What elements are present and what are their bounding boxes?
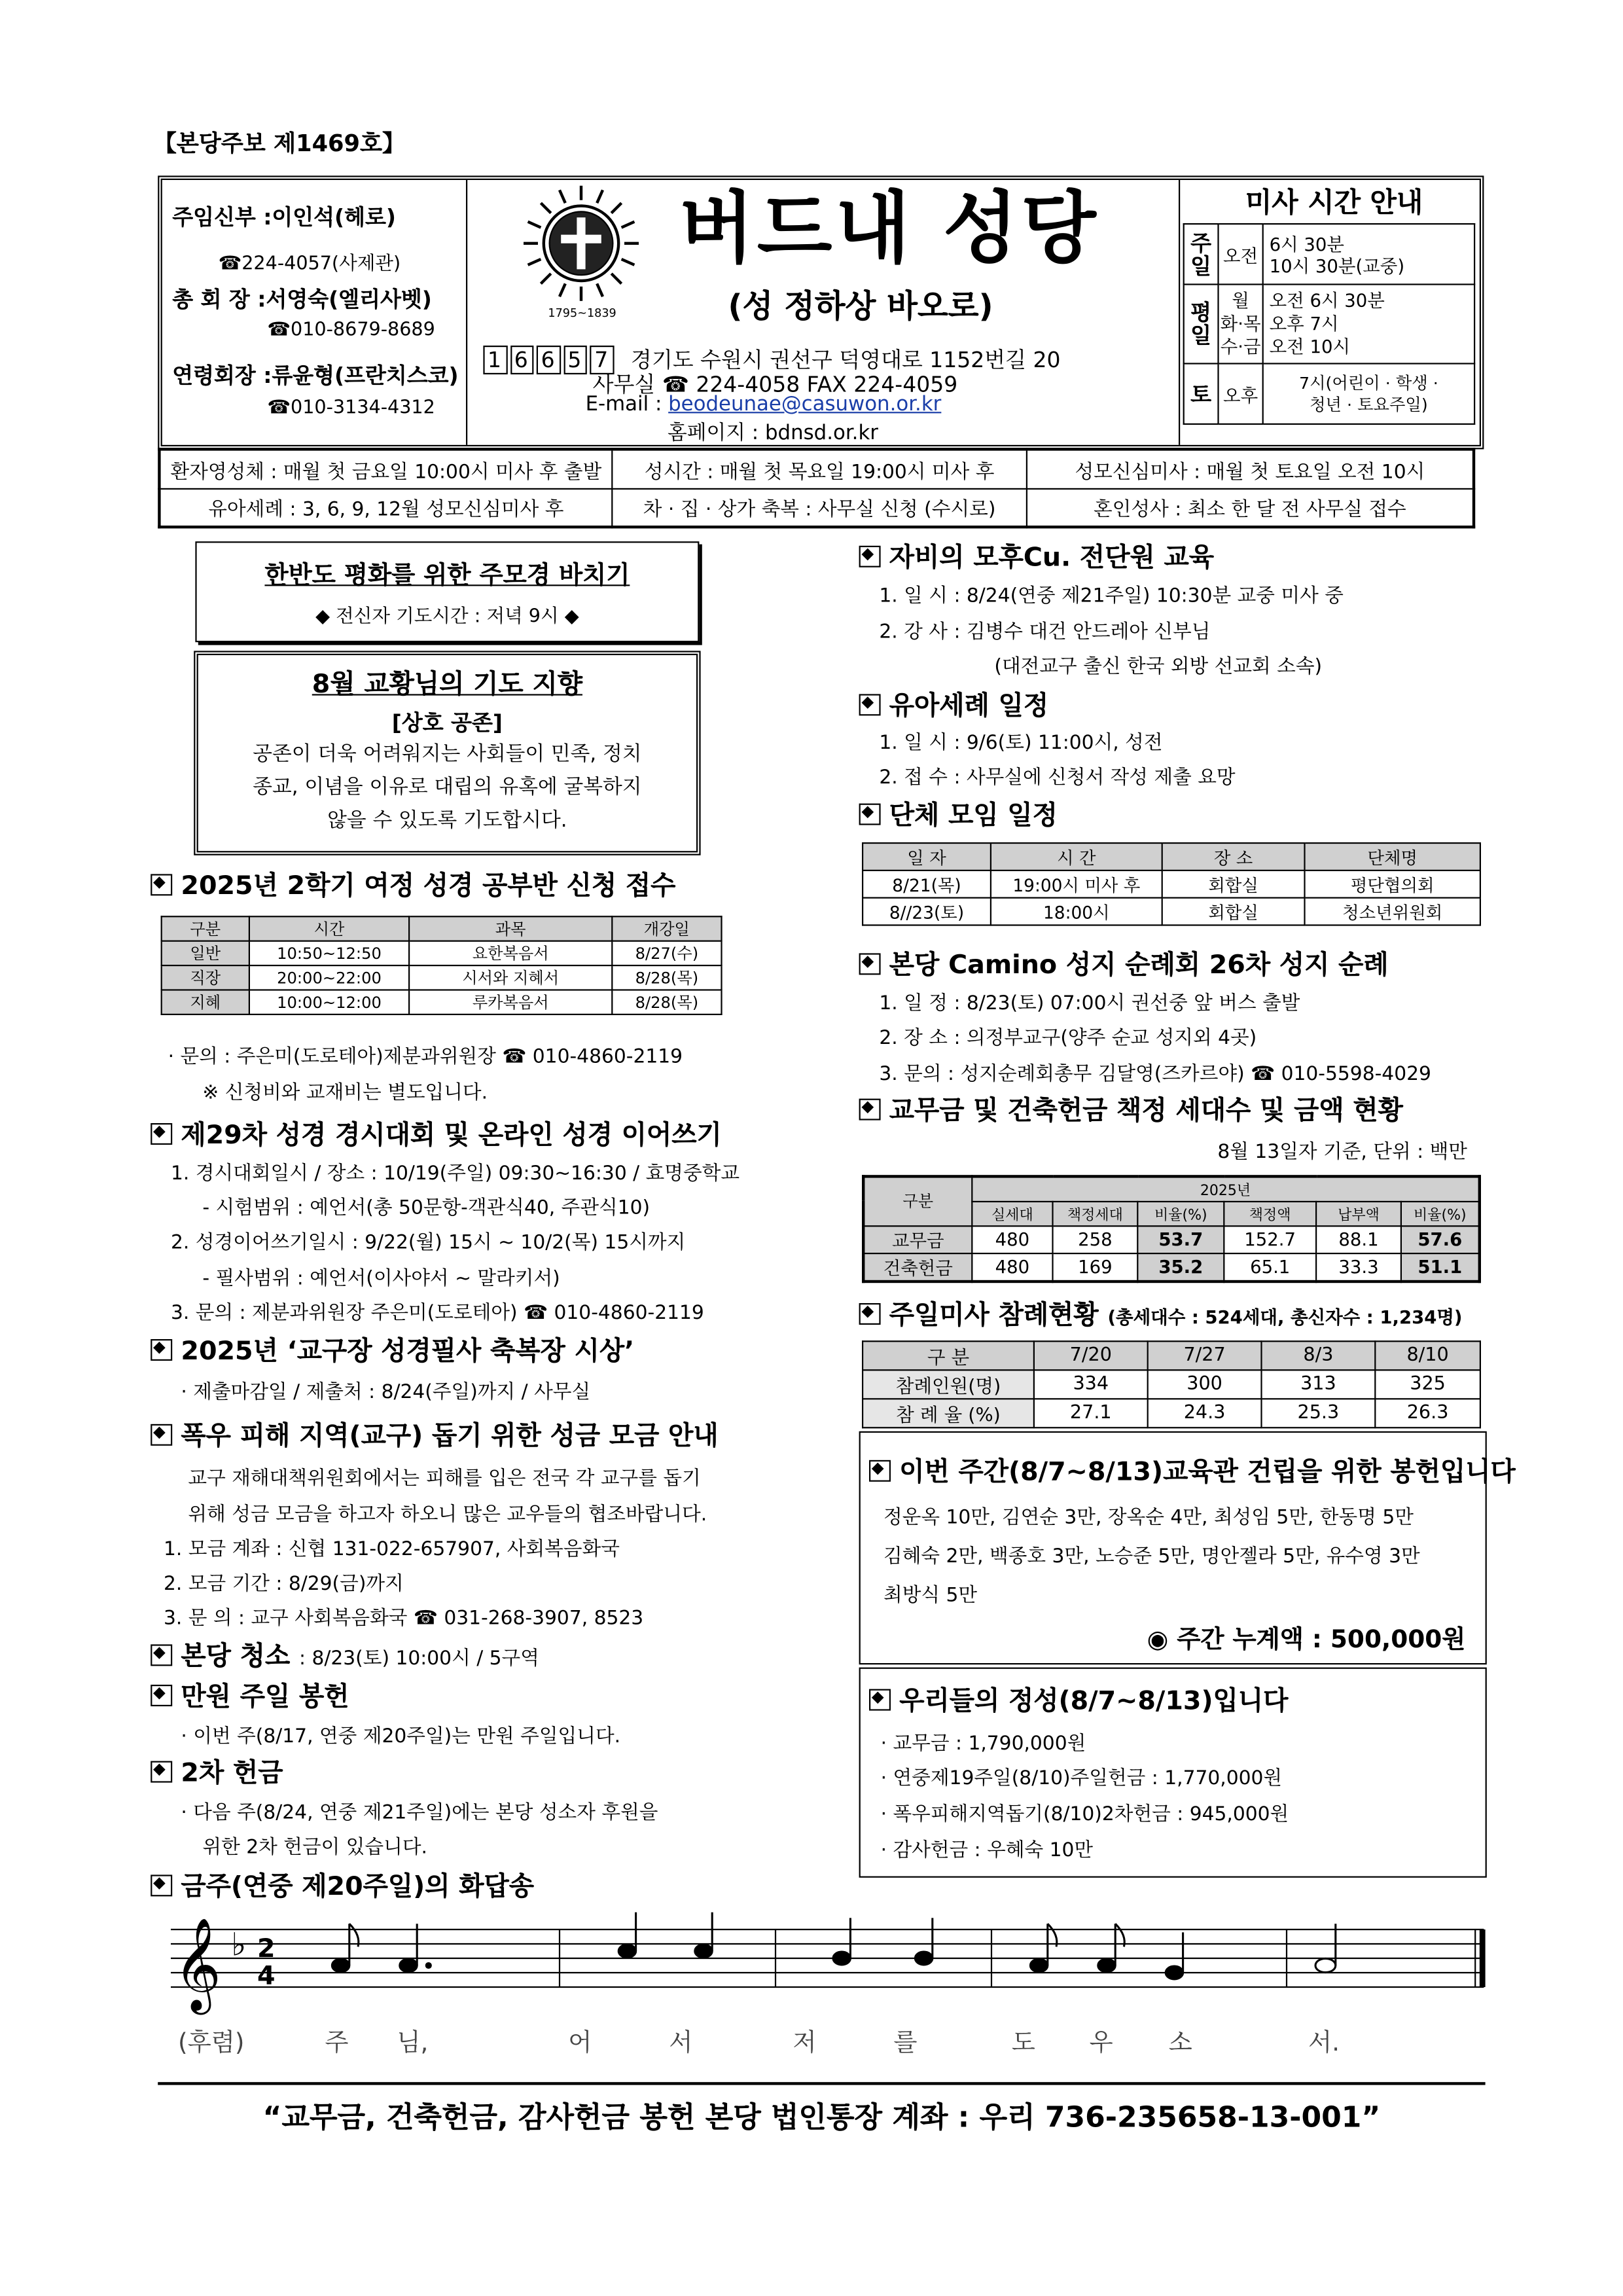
- camino-line: 2. 장 소 : 의정부교구(양주 순교 성지외 4곳): [879, 1026, 1257, 1050]
- offering-line: · 감사헌금 : 우혜숙 10만: [880, 1839, 1094, 1862]
- baptism-line: 2. 접 수 : 사무실에 신청서 작성 제출 요망: [879, 766, 1236, 789]
- edu-line: 정운옥 10만, 김연순 3만, 장옥순 4만, 최성임 5만, 한동명 5만: [883, 1506, 1414, 1530]
- offering-line: · 폭우피해지역돕기(8/10)2차헌금 : 945,000원: [880, 1803, 1289, 1826]
- footer-account: “교무금, 건축헌금, 감사헌금 봉헌 본당 법인통장 계좌 : 우리 736-235658-13-001”: [262, 2099, 1381, 2134]
- association-tel: ☎010-3134-4312: [267, 397, 435, 420]
- cu-heading: 자비의 모후Cu. 전단원 교육: [859, 537, 1214, 575]
- cu-line: 2. 강 사 : 김병수 대건 안드레아 신부님: [879, 620, 1211, 644]
- rosary-title: 한반도 평화를 위한 주모경 바치기: [264, 562, 630, 590]
- dues-heading: 교무금 및 건축헌금 책정 세대수 및 금액 현황: [859, 1090, 1403, 1127]
- flood-heading: 폭우 피해 지역(교구) 돕기 위한 성금 모금 안내: [151, 1416, 718, 1453]
- rosary-sub: ◆ 전신자 기도시간 : 저녁 9시 ◆: [315, 606, 579, 628]
- church-logo: [516, 185, 646, 302]
- pastor-info: 주임신부 :이인석(헤로): [172, 204, 396, 230]
- checkbox-icon: [151, 1424, 172, 1446]
- pope-title: 8월 교황님의 기도 지향: [312, 670, 582, 700]
- offering-line: · 교무금 : 1,790,000원: [880, 1732, 1086, 1755]
- psalm-music-staff: [156, 1912, 1495, 2028]
- flood-line: 교구 재해대책위원회에서는 피해를 입은 전국 각 교구를 돕기: [188, 1467, 701, 1490]
- logo-years: 1795~1839: [548, 306, 616, 320]
- attendance-table: 구 분 7/20 7/27 8/3 8/10 참례인원(명) 334 300 313 325 참 례 율 (%) 27.1 24.3 25.3 26.3: [862, 1340, 1481, 1428]
- svg-text:2: 2: [257, 1933, 276, 1964]
- checkbox-icon: [869, 1689, 891, 1711]
- camino-line: 1. 일 정 : 8/23(토) 07:00시 권선중 앞 버스 출발: [879, 992, 1300, 1015]
- saturday-label: 토: [1184, 364, 1219, 424]
- contest-line: 2. 성경이어쓰기일시 : 9/22(월) 15시 ~ 10/2(목) 15시까지: [171, 1231, 686, 1255]
- edu-total: ◉ 주간 누계액 : 500,000원: [1147, 1625, 1466, 1655]
- bible-study-table: 구분 시간 과목 개강일 일반 10:50~12:50 요한복음서 8/27(수) 직장 20:00~22:00 시서와 지혜서 8/28(목) 지혜 10:00~12:00 루카복음서 8/28(목): [161, 916, 722, 1015]
- church-name: 버드내 성당: [679, 183, 1099, 274]
- flood-line: 3. 문 의 : 교구 사회복음화국 ☎ 031-268-3907, 8523: [164, 1607, 644, 1630]
- offering-line: · 연중제19주일(8/10)주일헌금 : 1,770,000원: [880, 1767, 1283, 1790]
- dues-note: 8월 13일자 기준, 단위 : 백만: [1217, 1140, 1467, 1164]
- checkbox-icon: [151, 1123, 172, 1145]
- info-table: 환자영성체 : 매월 첫 금요일 10:00시 미사 후 출발 성시간 : 매월 첫 목요일 19:00시 미사 후 성모신심미사 : 매월 첫 토요일 오전 10시 유아세례 : 3, 6, 9, 12월 성모신심미사 후 차 · 집 · 상가 축복 : 사무실 신청 (수시로) 혼인성사 : 최소 한 달 전 사무실 접수: [158, 448, 1475, 528]
- treble-clef-icon: 𝄞: [173, 1917, 222, 2011]
- manwon-line: · 이번 주(8/17, 연중 제20주일)는 만원 주일입니다.: [181, 1725, 621, 1748]
- checkbox-icon: [859, 546, 881, 567]
- checkbox-icon: [151, 1644, 172, 1666]
- president-tel: ☎010-8679-8689: [267, 319, 435, 342]
- checkbox-icon: [859, 953, 881, 975]
- contest-line: 3. 문의 : 제분과위원장 주은미(도로테아) ☎ 010-4860-2119: [171, 1301, 704, 1325]
- award-line: · 제출마감일 / 제출처 : 8/24(주일)까지 / 사무실: [181, 1380, 591, 1404]
- sunday-label: 주일: [1184, 224, 1219, 284]
- flood-line: 1. 모금 계좌 : 신협 131-022-657907, 사회복음화국: [164, 1537, 620, 1561]
- mass-title: 미사 시간 안내: [1245, 187, 1423, 219]
- cu-line: 1. 일 시 : 8/24(연중 제21주일) 10:30분 교중 미사 중: [879, 584, 1344, 608]
- contest-line: - 필사범위 : 예언서(이사야서 ~ 말라키서): [202, 1267, 560, 1291]
- edu-line: 최방식 5만: [883, 1584, 978, 1607]
- patron-saint: (성 정하상 바오로): [728, 289, 993, 326]
- second-collection-line: 위한 2차 헌금이 있습니다.: [202, 1836, 427, 1859]
- checkbox-icon: [151, 1685, 172, 1706]
- cleaning-heading: 본당 청소 : 8/23(토) 10:00시 / 5구역: [151, 1636, 539, 1673]
- mass-times-table: 주일 오전 6시 30분 10시 30분(교중) 평일 월 화·목 수·금 오전 6시 30분 오후 7시 오전 10시 토 오후 7시(어린이 · 학생 · 청년 · 토요주일): [1183, 223, 1476, 425]
- bible-study-heading: 2025년 2학기 여정 성경 공부반 신청 접수: [151, 865, 675, 903]
- pope-sub: [상호 공존]: [391, 709, 503, 736]
- address: 1 6 6 5 7 경기도 수원시 권선구 덕영대로 1152번길 20: [483, 344, 1060, 374]
- baptism-line: 1. 일 시 : 9/6(토) 11:00시, 성전: [879, 731, 1163, 755]
- bible-note: ※ 신청비와 교재비는 별도입니다.: [202, 1081, 488, 1105]
- checkbox-icon: [869, 1460, 891, 1482]
- manwon-heading: 만원 주일 봉헌: [151, 1676, 349, 1713]
- flat-icon: ♭: [231, 1926, 247, 1964]
- flood-line: 위해 성금 모금을 하고자 하오니 많은 교우들의 협조바랍니다.: [188, 1503, 707, 1526]
- checkbox-icon: [859, 1303, 881, 1325]
- checkbox-icon: [859, 804, 881, 825]
- postcode: 1 6 6 5 7: [483, 347, 622, 373]
- checkbox-icon: [859, 694, 881, 715]
- email-link[interactable]: beodeunae@casuwon.or.kr: [668, 393, 942, 416]
- checkbox-icon: [151, 1874, 172, 1896]
- bulletin-number: 【본당주보 제1469호】: [153, 130, 406, 157]
- baptism-heading: 유아세례 일정: [859, 685, 1049, 723]
- email: E-mail : beodeunae@casuwon.or.kr: [585, 393, 942, 416]
- flood-line: 2. 모금 기간 : 8/29(금)까지: [164, 1572, 404, 1596]
- svg-text:4: 4: [257, 1960, 276, 1991]
- dues-table: 구분 2025년 실세대 책정세대 비율(%) 책정액 납부액 비율(%) 교무금 480 258 53.7 152.7 88.1 57.6 건축헌금 480 169 35.2 65.1 33.3 51.1: [862, 1175, 1481, 1282]
- psalm-heading: 금주(연중 제20주일)의 화답송: [151, 1866, 534, 1903]
- second-collection-heading: 2차 헌금: [151, 1752, 283, 1789]
- rosary-box: [195, 541, 699, 642]
- camino-line: 3. 문의 : 성지순례회총무 김달영(즈카르야) ☎ 010-5598-4029: [879, 1062, 1431, 1086]
- award-heading: 2025년 ‘교구장 성경필사 축복장 시상’: [151, 1331, 634, 1368]
- checkbox-icon: [859, 1099, 881, 1121]
- bible-contact: · 문의 : 주은미(도로테아)제분과위원장 ☎ 010-4860-2119: [168, 1045, 683, 1069]
- groups-table: 일 자 시 간 장 소 단체명 8/21(목) 19:00시 미사 후 회합실 평단협의회 8//23(토) 18:00시 회합실 청소년위원회: [862, 842, 1481, 926]
- groups-heading: 단체 모임 일정: [859, 795, 1058, 832]
- president-info: 총 회 장 :서영숙(엘리사벳): [172, 286, 432, 313]
- pastor-tel: ☎224-4057(사제관): [218, 253, 401, 276]
- edu-heading: 이번 주간(8/7~8/13)교육관 건립을 위한 봉헌입니다: [869, 1452, 1516, 1489]
- weekday-label: 평일: [1184, 285, 1219, 364]
- attendance-heading: 주일미사 참례현황 (총세대수 : 524세대, 총신자수 : 1,234명): [859, 1295, 1463, 1332]
- offering-heading: 우리들의 정성(8/7~8/13)입니다: [869, 1680, 1288, 1717]
- checkbox-icon: [151, 1339, 172, 1361]
- second-collection-line: · 다음 주(8/24, 연중 제21주일)에는 본당 성소자 후원을: [181, 1801, 658, 1825]
- association-info: 연령회장 :류윤형(프란치스코): [172, 363, 459, 389]
- edu-line: 김혜숙 2만, 백종호 3만, 노승준 5만, 명안젤라 5만, 유수영 3만: [883, 1545, 1420, 1568]
- camino-heading: 본당 Camino 성지 순례회 26차 성지 순례: [859, 944, 1389, 982]
- checkbox-icon: [151, 874, 172, 895]
- office-contact: 사무실 ☎ 224-4058 FAX 224-4059: [592, 371, 958, 398]
- checkbox-icon: [151, 1761, 172, 1783]
- psalm-lyrics: (후렴) 주 님, 어 서 저 를 도 우 소 서.: [178, 2028, 1340, 2058]
- pope-intention-box: [194, 651, 700, 855]
- footer-divider: [158, 2082, 1485, 2085]
- contest-line: 1. 경시대회일시 / 장소 : 10/19(주일) 09:30~16:30 / 효명중학교: [171, 1162, 740, 1185]
- contest-line: - 시험범위 : 예언서(총 50문항-객관식40, 주관식10): [202, 1196, 651, 1220]
- pope-text: 공존이 더욱 어려워지는 사회들이 민족, 정치 종교, 이념을 이유로 대립의 유혹에 굴복하지 않을 수 있도록 기도합시다.: [253, 743, 642, 833]
- contest-heading: 제29차 성경 경시대회 및 온라인 성경 이어쓰기: [151, 1115, 722, 1152]
- cu-line: (대전교구 출신 한국 외방 선교회 소속): [994, 655, 1323, 679]
- homepage[interactable]: 홈페이지 : bdnsd.or.kr: [668, 422, 878, 445]
